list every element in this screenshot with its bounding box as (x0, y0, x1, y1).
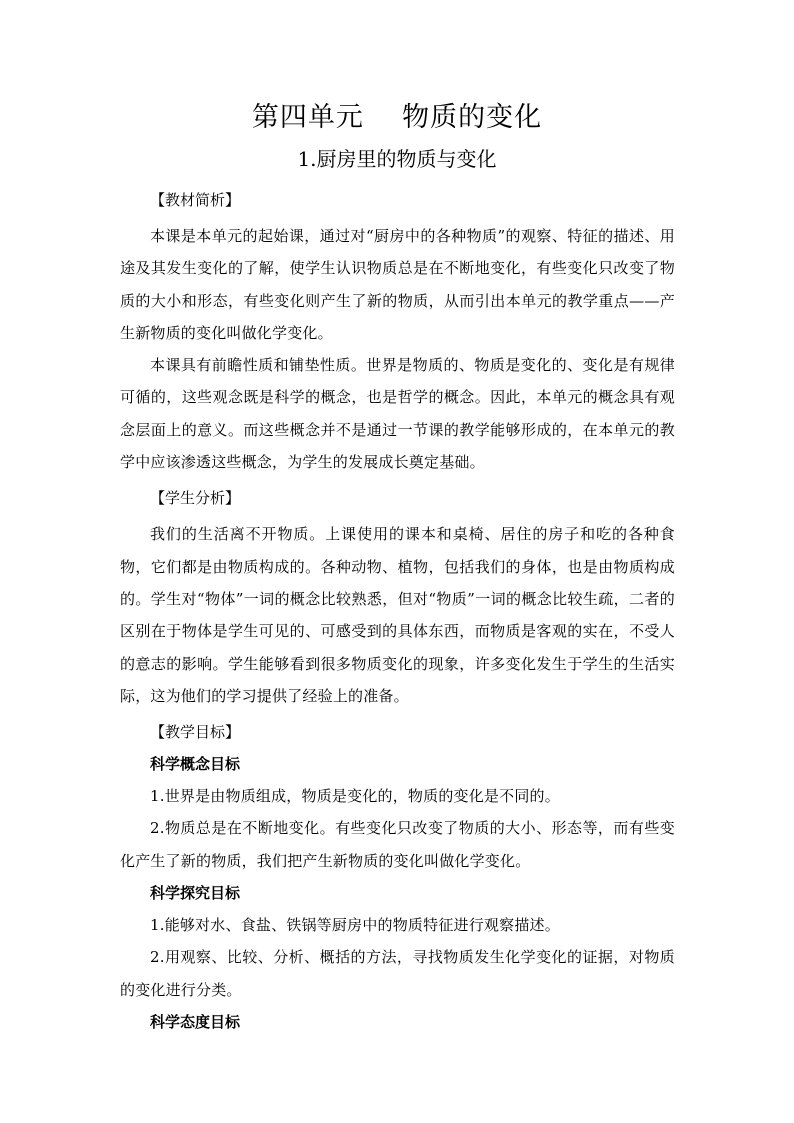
section-heading: 【学生分析】 (150, 489, 241, 508)
paragraph: 本课是本单元的起始课，通过对“厨房中的各种物质”的观察、特征的描述、用途及其发生变化的了解，使学生认识物质总是在不断地变化，有些变化只改变了物质的大小和形态，有些变化则产生了新的物质，从而引出本单元的教学重点——产生新物质的变化叫做化学变化。 (120, 227, 675, 342)
section-heading: 【教材简析】 (150, 191, 241, 209)
paragraph: 我们的生活离不开物质。上课使用的课本和桌椅、居住的房子和吃的各种食物，它们都是由物质构成的。各种动物、植物，包括我们的身体，也是由物质构成的。学生对“物体”一词的概念比较熟悉，但对“物质”一词的概念比较生疏，二者的区别在于物体是学生可见的、可感受到的具体东西，而物质是客观的实在，不受人的意志的影响。学生能够看到很多物质变化的现象，许多变化发生于学生的生活实际，这为他们的学习提供了经验上的准备。 (120, 525, 675, 705)
goal-item: 1.能够对水、食盐、铁锅等厨房中的物质特征进行观察描述。 (150, 916, 560, 935)
section-teaching-goals (120, 716, 675, 1038)
lesson-title: 1.厨房里的物质与变化 (297, 147, 497, 171)
section-heading: 【教学目标】 (150, 723, 241, 742)
paragraph: 本课具有前瞻性质和铺垫性质。世界是物质的、物质是变化的、变化是有规律可循的，这些观念既是科学的概念，也是哲学的概念。因此，本单元的概念具有观念层面上的意义。而这些概念并不是通过一节课的教学能够形成的，在本单元的教学中应该渗透这些概念，为学生的发展成长奠定基础。 (120, 356, 675, 472)
unit-title: 第四单元 物质的变化 (251, 102, 543, 133)
section-textbook-analysis (120, 184, 675, 478)
goal-item: 2.物质总是在不断地变化。有些变化只改变了物质的大小、形态等，而有些变化产生了新的物质，我们把产生新物质的变化叫做化学变化。 (120, 819, 675, 870)
concept-goals-title: 科学概念目标 (150, 755, 241, 774)
document-body (120, 184, 675, 1038)
section-student-analysis (120, 482, 675, 712)
attitude-goals-title: 科学态度目标 (150, 1012, 241, 1031)
inquiry-goals-title: 科学探究目标 (150, 884, 241, 903)
goal-item: 1.世界是由物质组成，物质是变化的，物质的变化是不同的。 (150, 787, 560, 806)
goal-item: 2.用观察、比较、分析、概括的方法，寻找物质发生化学变化的证据，对物质的变化进行分类。 (120, 948, 675, 999)
